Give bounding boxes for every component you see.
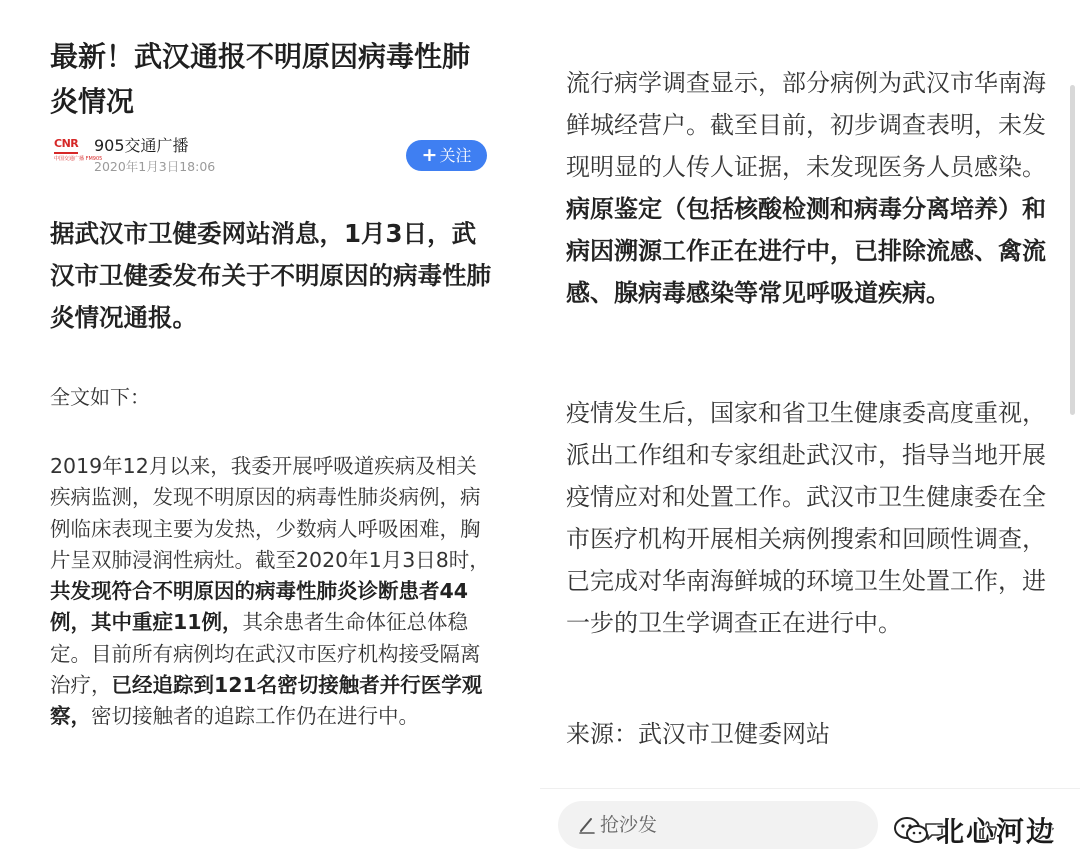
paragraph-text: 其余患者生命体征总体稳定。目前所有病例均在武汉市医疗机构接受隔离治疗， — [50, 610, 481, 698]
logo-divider — [54, 152, 78, 154]
logo-subtext: 中国交通广播 FM905 — [54, 156, 103, 162]
comment-input[interactable] — [558, 801, 878, 849]
source-text: 来源：武汉市卫健委网站 — [566, 720, 830, 748]
comment-placeholder: 抢沙发 — [600, 814, 658, 836]
author-logo[interactable] — [54, 137, 103, 172]
follow-button[interactable] — [406, 140, 487, 171]
plus-icon: + — [421, 144, 438, 166]
paragraph-bold-text: 共发现符合不明原因的病毒性肺炎诊断患者44例，其中重症11例， — [50, 579, 469, 635]
paragraph-text: 密切接触者的追踪工作仍在进行中。 — [91, 704, 419, 729]
watermark — [892, 809, 1056, 851]
watermark-text: 北心河边 — [936, 815, 1057, 848]
paragraph-text: 2019年12月以来，我委开展呼吸道疾病及相关疾病监测，发现不明原因的病毒性肺炎病例，病例临床表现主要为发热，少数病人呼吸困难，胸片呈双肺浸润性病灶。截至2020年1月3日8时， — [50, 454, 490, 572]
paragraph-bold-text: 已经追踪到121名密切接触者并行医学观察， — [50, 673, 483, 729]
pen-icon — [577, 814, 597, 836]
scrollbar[interactable] — [1070, 85, 1075, 415]
body-paragraph-3: 疫情发生后，国家和省卫生健康委高度重视，派出工作组和专家组赴武汉市，指导当地开展疫情应对和处置工作。武汉市卫生健康委在全市医疗机构开展相关病例搜索和回顾性调查，已完成对华南海鲜城的环境卫生处置工作，进一步的卫生学调查正在进行中。 — [566, 399, 1046, 637]
author-row — [50, 132, 490, 180]
publish-time: 2020年1月3日18:06 — [94, 159, 216, 174]
paragraph-text: 流行病学调查显示，部分病例为武汉市华南海鲜城经营户。截至目前，初步调查表明，未发现明显的人传人证据，未发现医务人员感染。 — [566, 69, 1046, 181]
wechat-logo-icon — [892, 815, 930, 845]
intro-text: 全文如下： — [50, 385, 150, 409]
paragraph-bold-text: 病原鉴定（包括核酸检测和病毒分离培养）和病因溯源工作正在进行中，已排除流感、禽流感、腺病毒感染等常见呼吸道疾病。 — [566, 195, 1046, 307]
logo-text: CNR — [54, 137, 79, 150]
bottom-action-bar — [540, 788, 1080, 867]
follow-label: 关注 — [439, 146, 472, 165]
author-name[interactable]: 905交通广播 — [94, 136, 189, 155]
body-paragraph-1 — [50, 451, 495, 733]
lead-paragraph: 据武汉市卫健委网站消息，1月3日，武汉市卫健委发布关于不明原因的病毒性肺炎情况通报。 — [50, 219, 491, 332]
article-title: 最新！武汉通报不明原因病毒性肺炎情况 — [50, 40, 471, 118]
body-paragraph-2 — [566, 62, 1056, 314]
article-panel-right — [540, 0, 1080, 867]
